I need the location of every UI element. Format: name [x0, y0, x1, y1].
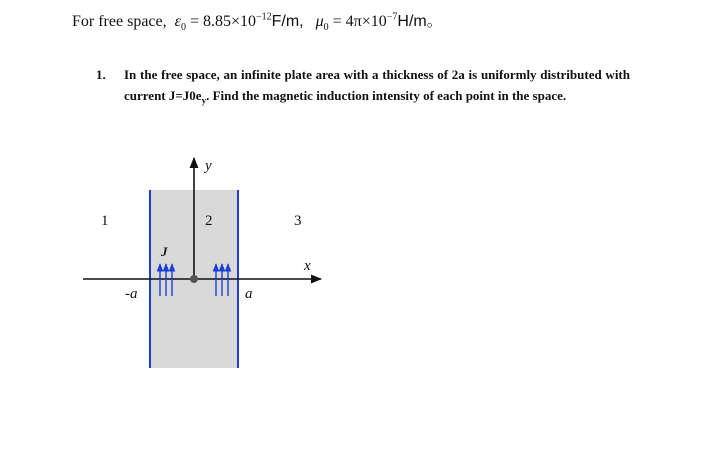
- x-axis-label: x: [304, 258, 311, 274]
- left-bound-label: -a: [125, 286, 138, 302]
- epsilon-subscript: 0: [180, 22, 186, 34]
- mu-unit: H/m。: [397, 13, 443, 30]
- mu-subscript: 0: [323, 22, 329, 34]
- epsilon-symbol: ε: [174, 13, 181, 30]
- y-axis-label: y: [205, 158, 212, 174]
- region-3-label: 3: [294, 213, 302, 229]
- mu-symbol: μ: [315, 13, 324, 30]
- epsilon-value: = 8.85×10: [185, 13, 256, 30]
- region-1-label: 1: [101, 213, 109, 229]
- epsilon-unit: F/m,: [271, 13, 304, 30]
- right-bound-label: a: [245, 286, 253, 302]
- origin-point: [190, 275, 198, 283]
- problem-text-subscript: y: [201, 95, 207, 106]
- mu-value: = 4π×10: [328, 13, 387, 30]
- region-2-label: 2: [205, 213, 213, 229]
- epsilon-exponent: −12: [255, 11, 272, 23]
- problem-number: 1.: [96, 67, 106, 82]
- constants-lead: For free space,: [72, 13, 167, 30]
- problem-text-end: . Find the magnetic induction intensity of each point in the space.: [206, 88, 567, 103]
- problem-text-main: In the free space, an infinite plate area with a thickness of 2a is uniformly distributed with current J=J0e: [124, 67, 630, 103]
- mu-exponent: −7: [386, 11, 398, 23]
- current-density-label: J: [161, 244, 168, 259]
